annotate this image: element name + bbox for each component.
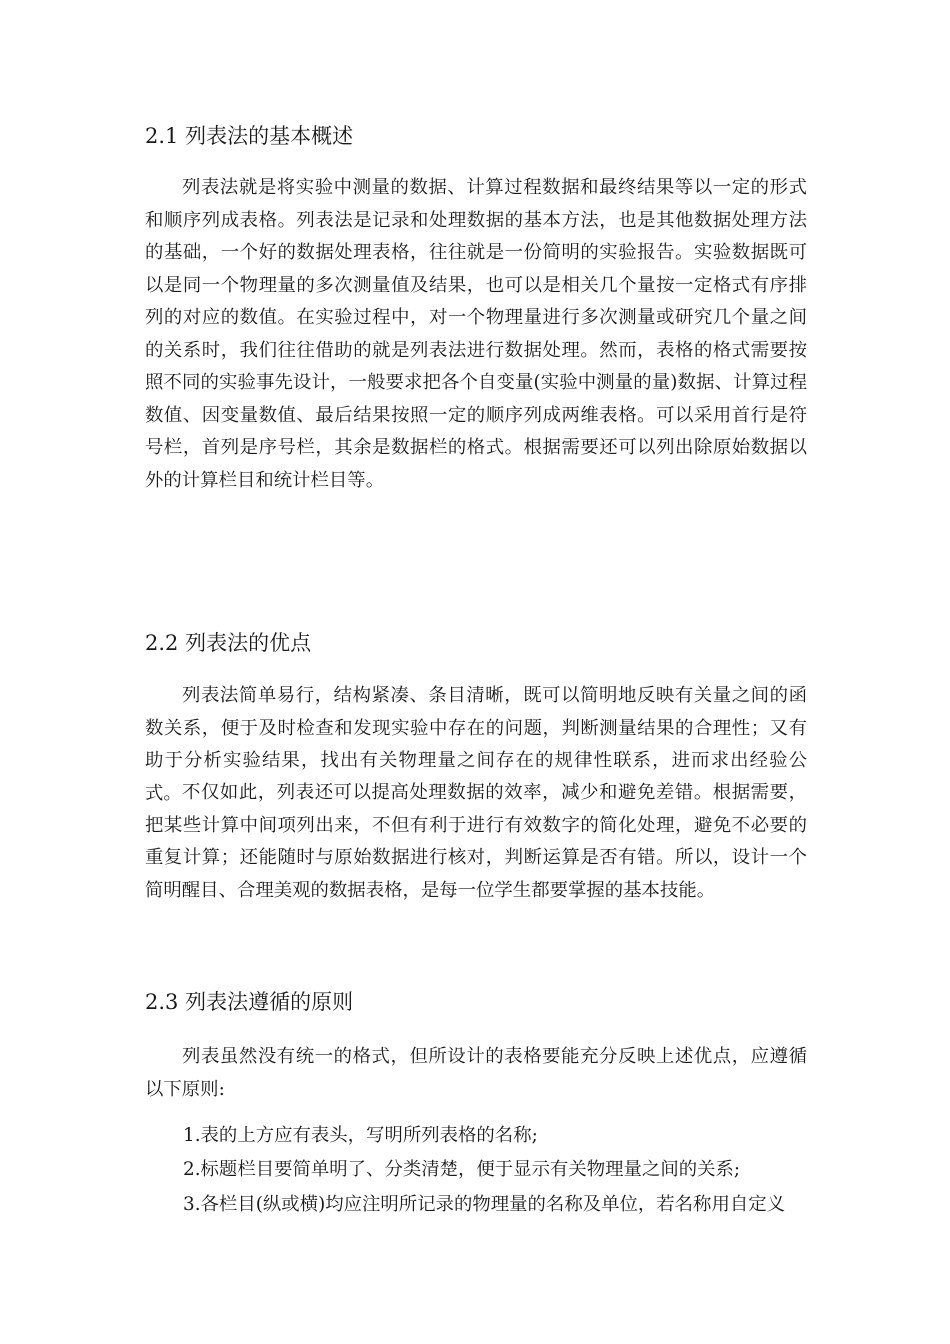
section-2-2-paragraph-2: 不仅如此，列表还可以提高处理数据的效率，减少和避免差错。根据需要，把某些计算中间项列出来，不但有利于进行有效数字的简化处理，避免不必要的重复计算；还能随时与原始数据进行核对，判断运算是否有错。所以，设计一个简明醒目、合理美观的数据表格，是每一位学生都要掌握的基本技能。 bbox=[145, 782, 807, 901]
section-heading-2-3: 2.3 列表法遵循的原则 bbox=[145, 990, 354, 1014]
section-heading-2-2: 2.2 列表法的优点 bbox=[145, 631, 312, 655]
principle-list-item-1: 1.表的上方应有表头，写明所列表格的名称; bbox=[183, 1125, 538, 1146]
section-2-3-paragraph-1: 列表虽然没有统一的格式，但所设计的表格要能充分反映上述优点，应遵循以下原则: bbox=[145, 1046, 807, 1100]
principle-list-item-2: 2.标题栏目要简单明了、分类清楚，便于显示有关物理量之间的关系; bbox=[183, 1159, 741, 1180]
principle-list-item-3: 3.各栏目(纵或横)均应注明所记录的物理量的名称及单位，若名称用自定义 bbox=[183, 1194, 786, 1215]
section-heading-2-1: 2.1 列表法的基本概述 bbox=[145, 124, 354, 148]
section-2-1-paragraph-1: 列表法就是将实验中测量的数据、计算过程数据和最终结果等以一定的形式和顺序列成表格。列表法是记录和处理数据的基本方法，也是其他数据处理方法的基础，一个好的数据处理表格，往往就是一份简明的实验报告。实验数据既可以是同一个物理量的多次测量值及结果，也可以是相关几个量按一定格式有序排列的对应的数值。在实验过程中，对一个物理量进行多次测量或研究几个量之间的关系时，我们往往借助的就是列表法进行数据处理。然而，表格的格式需要按照不同的实验事先设计，一般要求把各个自变量(实验中测量的量)数据、计算过程数值、因变量数值、最后结果按照一定的顺序列成两维表格。可以采用首行是符号栏，首列是序号栏，其余是数据栏的格式。根据需要还可以列出除原始数据以外的计算栏目和统计栏目等。 bbox=[145, 177, 807, 491]
section-2-2-paragraph-1: 列表法简单易行，结构紧凑、条目清晰，既可以简明地反映有关量之间的函数关系，便于及时检查和发现实验中存在的问题，判断测量结果的合理性；又有助于分析实验结果，找出有关物理量之间存在的规律性联系，进而求出经验公式。 bbox=[145, 685, 807, 804]
